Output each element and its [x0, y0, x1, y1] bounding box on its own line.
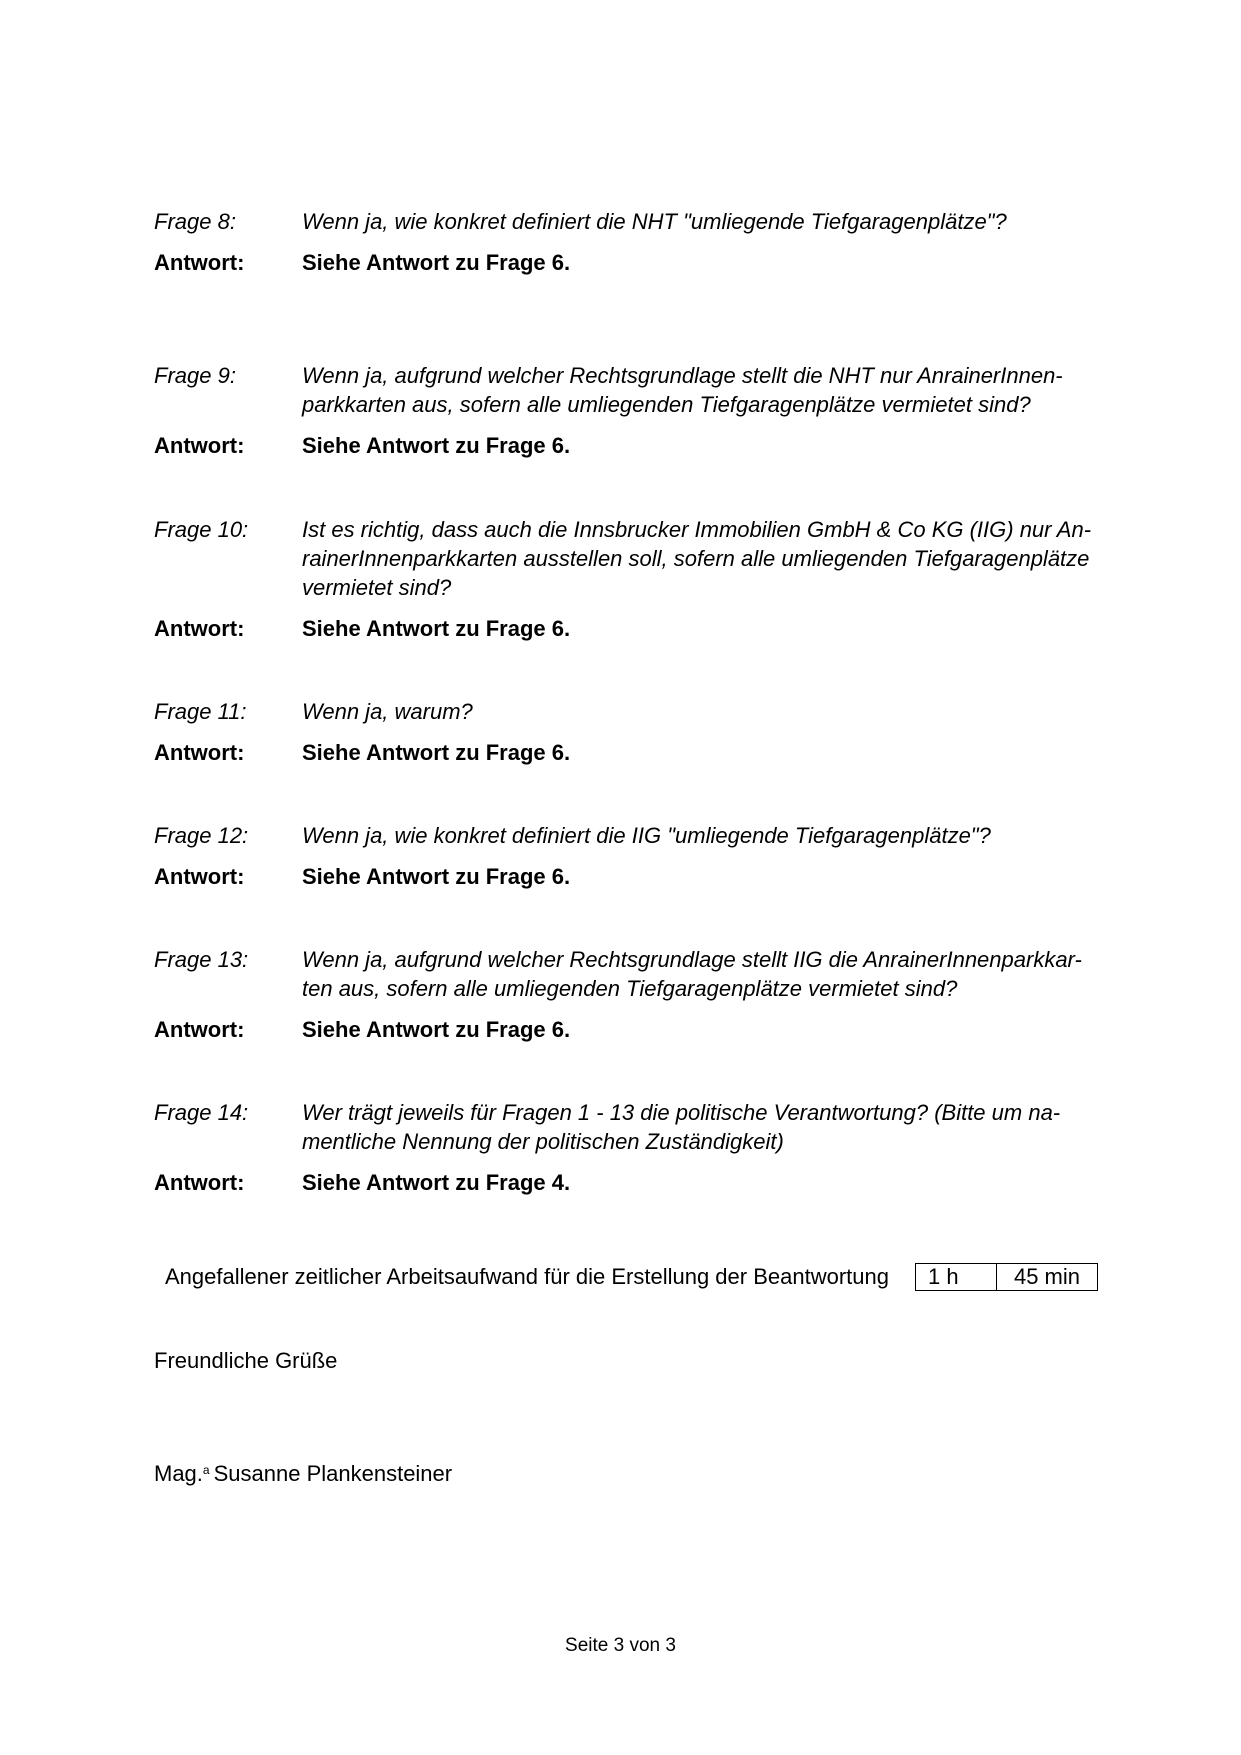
title-prefix: Mag. — [154, 1461, 203, 1486]
question-text: Ist es richtig, dass auch die Innsbrucker Immobilien GmbH & Co KG (IIG) nur An- rainerInnenparkkarten ausstellen soll, sofern alle umliegenden Tiefgaragenplätze vermietet sind? — [302, 517, 1092, 600]
question-row — [154, 1098, 1134, 1156]
effort-label: Angefallener zeitlicher Arbeitsaufwand für die Erstellung der Beantwortung — [165, 1264, 889, 1289]
answer-text: Siehe Antwort zu Frage 6. — [302, 740, 571, 765]
qa-block-11 — [154, 697, 1134, 821]
qa-block-9 — [154, 361, 1134, 515]
question-row — [154, 945, 1134, 1003]
answer-row — [154, 248, 1134, 277]
question-label: Frage 9: — [154, 363, 236, 388]
answer-text: Siehe Antwort zu Frage 6. — [302, 1017, 571, 1042]
qa-block-8 — [154, 207, 1134, 361]
title-suffix: a — [202, 1463, 210, 1477]
question-text: Wenn ja, wie konkret definiert die IIG "umliegende Tiefgaragenplätze"? — [302, 823, 991, 848]
answer-row — [154, 1168, 1134, 1197]
signer-name: Susanne Plankensteiner — [213, 1461, 453, 1486]
answer-label: Antwort: — [154, 740, 245, 765]
answer-label: Antwort: — [154, 1170, 245, 1195]
qa-block-13 — [154, 945, 1134, 1098]
effort-box — [915, 1263, 1098, 1291]
effort-minutes: 45 min — [1013, 1264, 1080, 1289]
question-row — [154, 515, 1134, 602]
answer-text: Siehe Antwort zu Frage 4. — [302, 1170, 571, 1195]
question-label: Frage 14: — [154, 1100, 249, 1125]
answer-text: Siehe Antwort zu Frage 6. — [302, 250, 571, 275]
question-label: Frage 8: — [154, 209, 236, 234]
question-label: Frage 10: — [154, 517, 249, 542]
closing-greeting: Freundliche Grüße — [154, 1348, 338, 1373]
question-label: Frage 13: — [154, 947, 249, 972]
answer-row — [154, 614, 1134, 643]
answer-label: Antwort: — [154, 433, 245, 458]
answer-label: Antwort: — [154, 250, 245, 275]
effort-row — [165, 1263, 1098, 1291]
qa-list — [154, 207, 1134, 1197]
question-label: Frage 11: — [154, 699, 247, 724]
answer-text: Siehe Antwort zu Frage 6. — [302, 433, 571, 458]
answer-row — [154, 738, 1134, 767]
question-text: Wenn ja, warum? — [302, 699, 473, 724]
answer-text: Siehe Antwort zu Frage 6. — [302, 864, 571, 889]
answer-label: Antwort: — [154, 864, 245, 889]
answer-text: Siehe Antwort zu Frage 6. — [302, 616, 571, 641]
signature-name — [154, 1461, 452, 1487]
answer-row — [154, 862, 1134, 891]
question-row — [154, 207, 1134, 236]
question-row — [154, 821, 1134, 850]
qa-block-14 — [154, 1098, 1134, 1197]
question-text: Wenn ja, aufgrund welcher Rechtsgrundlage stellt IIG die AnrainerInnenparkkar- ten aus, sofern alle umliegenden Tiefgaragenplätze vermietet sind? — [302, 947, 1082, 1001]
question-text: Wenn ja, wie konkret definiert die NHT "umliegende Tiefgaragenplätze"? — [302, 209, 1007, 234]
answer-row — [154, 1015, 1134, 1044]
question-row — [154, 697, 1134, 726]
qa-block-12 — [154, 821, 1134, 945]
question-text: Wer trägt jeweils für Fragen 1 - 13 die politische Verantwortung? (Bitte um na- mentliche Nennung der politischen Zuständigkeit) — [302, 1100, 1061, 1154]
answer-row — [154, 431, 1134, 460]
effort-hours: 1 h — [916, 1264, 997, 1290]
question-label: Frage 12: — [154, 823, 249, 848]
answer-label: Antwort: — [154, 616, 245, 641]
question-text: Wenn ja, aufgrund welcher Rechtsgrundlage stellt die NHT nur AnrainerInnen- parkkarten aus, sofern alle umliegenden Tiefgaragenplätze vermietet sind? — [302, 363, 1063, 417]
answer-label: Antwort: — [154, 1017, 245, 1042]
question-row — [154, 361, 1134, 419]
page-number: Seite 3 von 3 — [565, 1635, 676, 1656]
qa-block-10 — [154, 515, 1134, 697]
